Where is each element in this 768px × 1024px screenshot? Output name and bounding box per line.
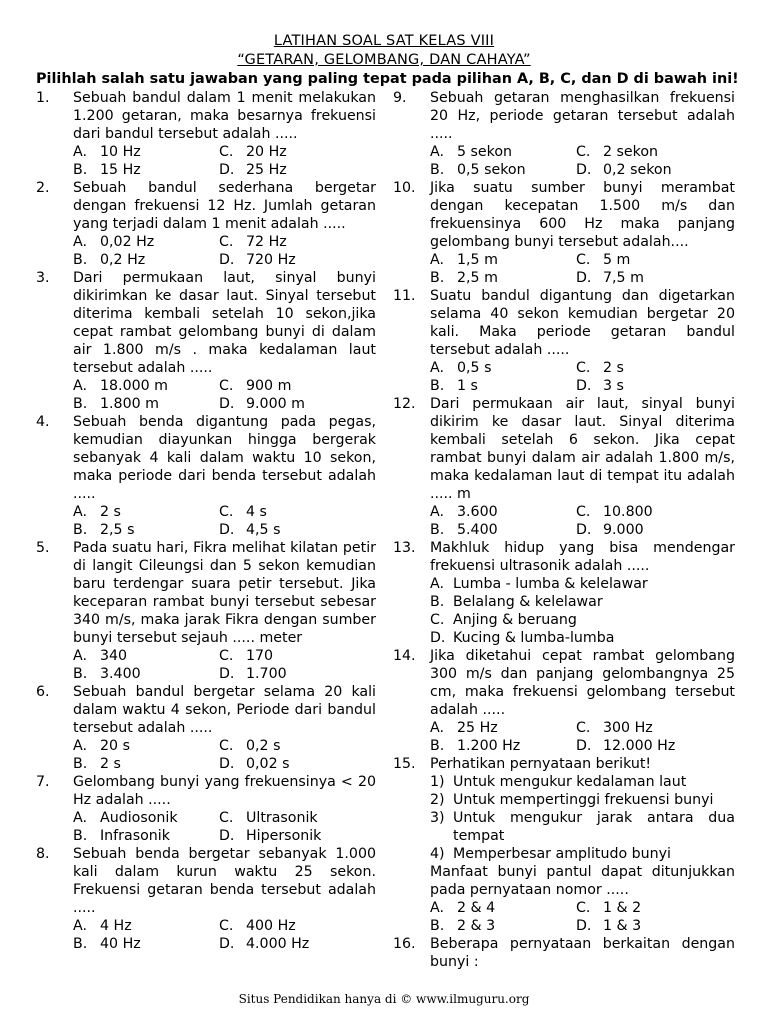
- option-text: 1 & 2: [603, 900, 642, 916]
- question-item: [393, 647, 735, 755]
- option-text: 10 Hz: [100, 144, 141, 160]
- option-letter: C.: [219, 504, 234, 520]
- answer-option: [73, 665, 219, 683]
- option-letter: B.: [430, 594, 445, 610]
- question-number: 5.: [36, 540, 50, 556]
- answer-option: [219, 233, 376, 251]
- question-text: Jika diketahui cepat rambat gelombang 300 m/s dan panjang gelombangnya 25 cm, maka frekuensi gelombang tersebut adalah .....: [430, 648, 735, 718]
- answer-option: [430, 899, 576, 917]
- answer-option: [73, 143, 219, 161]
- option-letter: D.: [219, 666, 235, 682]
- option-letter: C.: [576, 504, 591, 520]
- answer-option: [73, 521, 219, 539]
- answer-option: [219, 377, 376, 395]
- option-letter: C.: [576, 144, 591, 160]
- question-body: [430, 539, 735, 647]
- statement-text: Memperbesar amplitudo bunyi: [453, 846, 672, 862]
- option-letter: D.: [219, 162, 235, 178]
- statement-item: [430, 773, 735, 791]
- option-text: 900 m: [246, 378, 292, 394]
- question-number: 11.: [393, 288, 416, 304]
- option-letter: D.: [219, 828, 235, 844]
- option-text: 0,02 s: [246, 756, 290, 772]
- option-letter: A.: [73, 144, 87, 160]
- option-letter: C.: [576, 900, 591, 916]
- answer-option: [430, 611, 735, 629]
- option-text: 2 & 3: [457, 918, 496, 934]
- option-letter: A.: [430, 576, 444, 592]
- option-text: 25 Hz: [246, 162, 287, 178]
- answer-options: [73, 809, 376, 845]
- statement-list: [430, 773, 735, 863]
- answer-option: [576, 143, 735, 161]
- option-letter: C.: [219, 738, 234, 754]
- option-text: 9.000: [603, 522, 644, 538]
- option-text: 0,2 s: [246, 738, 281, 754]
- answer-options: [430, 719, 735, 755]
- option-letter: D.: [576, 378, 592, 394]
- answer-option: [73, 251, 219, 269]
- question-item: [393, 179, 735, 287]
- option-text: 3.600: [457, 504, 498, 520]
- option-letter: B.: [430, 270, 445, 286]
- answer-option: [430, 917, 576, 935]
- answer-option: [73, 377, 219, 395]
- answer-option: [219, 521, 376, 539]
- option-text: 4,5 s: [246, 522, 281, 538]
- option-letter: A.: [430, 720, 444, 736]
- option-letter: C.: [219, 378, 234, 394]
- question-number: 6.: [36, 684, 50, 700]
- question-item: [36, 179, 376, 269]
- option-text: 12.000 Hz: [603, 738, 676, 754]
- option-letter: C.: [576, 252, 591, 268]
- question-column-right: [393, 89, 735, 971]
- answer-option: [430, 269, 576, 287]
- question-text: Dari permukaan laut, sinyal bunyi dikirimkan ke dasar laut. Sinyal tersebut diterima kembali setelah 10 sekon,jika cepat rambat gelombang bunyi di dalam air 1.800 m/s . maka kedalaman laut tersebut adalah .....: [73, 270, 376, 376]
- option-text: 15 Hz: [100, 162, 141, 178]
- option-text: 4.000 Hz: [246, 936, 310, 952]
- answer-option: [430, 737, 576, 755]
- option-letter: D.: [576, 522, 592, 538]
- question-item: [36, 269, 376, 413]
- answer-option: [430, 251, 576, 269]
- answer-options: [430, 359, 735, 395]
- question-column-left: [36, 89, 376, 953]
- answer-option: [73, 647, 219, 665]
- statement-number: 4): [430, 846, 445, 862]
- option-letter: A.: [73, 918, 87, 934]
- question-body: [73, 845, 376, 953]
- option-text: 2,5 s: [100, 522, 135, 538]
- answer-option: [430, 143, 576, 161]
- statement-number: 2): [430, 792, 445, 808]
- option-letter: B.: [73, 666, 88, 682]
- answer-option: [430, 719, 576, 737]
- option-text: Ultrasonik: [246, 810, 318, 826]
- answer-option: [430, 359, 576, 377]
- question-followup: Manfaat bunyi pantul dapat ditunjukkan pada pernyataan nomor .....: [430, 864, 735, 898]
- answer-option: [73, 503, 219, 521]
- question-body: [430, 179, 735, 287]
- answer-option: [219, 665, 376, 683]
- option-text: Kucing & lumba-lumba: [453, 630, 615, 646]
- question-item: [36, 413, 376, 539]
- question-number: 12.: [393, 396, 416, 412]
- option-letter: B.: [73, 522, 88, 538]
- answer-option: [576, 899, 735, 917]
- question-item: [36, 773, 376, 845]
- answer-options: [73, 233, 376, 269]
- answer-option: [73, 161, 219, 179]
- question-number: 7.: [36, 774, 50, 790]
- option-text: 3.400: [100, 666, 141, 682]
- option-text: 300 Hz: [603, 720, 653, 736]
- statement-text: Untuk mempertinggi frekuensi bunyi: [453, 792, 714, 808]
- answer-option: [576, 719, 735, 737]
- statement-number: 1): [430, 774, 445, 790]
- question-number: 14.: [393, 648, 416, 664]
- option-text: 1,5 m: [457, 252, 498, 268]
- option-text: 18.000 m: [100, 378, 168, 394]
- answer-option: [219, 935, 376, 953]
- option-text: 1.700: [246, 666, 287, 682]
- question-number: 1.: [36, 90, 50, 106]
- answer-option: [219, 827, 376, 845]
- question-text: Sebuah benda bergetar sebanyak 1.000 kali dalam kurun waktu 25 sekon. Frekuensi getaran benda tersebut adalah .....: [73, 846, 376, 916]
- option-letter: B.: [430, 522, 445, 538]
- answer-option: [73, 935, 219, 953]
- question-text: Sebuah bandul bergetar selama 20 kali dalam waktu 4 sekon, Periode dari bandul tersebut adalah .....: [73, 684, 376, 736]
- option-letter: A.: [73, 504, 87, 520]
- answer-options: [430, 251, 735, 287]
- option-text: 25 Hz: [457, 720, 498, 736]
- option-letter: D.: [219, 522, 235, 538]
- question-body: [430, 89, 735, 179]
- question-body: [430, 647, 735, 755]
- option-letter: A.: [430, 504, 444, 520]
- answer-option: [219, 809, 376, 827]
- question-body: [430, 935, 735, 971]
- option-letter: A.: [430, 144, 444, 160]
- question-number: 16.: [393, 936, 416, 952]
- answer-option: [219, 917, 376, 935]
- option-text: 2,5 m: [457, 270, 498, 286]
- question-text: Jika suatu sumber bunyi merambat dengan kecepatan 1.500 m/s dan frekuensinya 600 Hz maka panjang gelombang bunyi tersebut adalah....: [430, 180, 735, 250]
- option-text: 0,5 s: [457, 360, 492, 376]
- statement-number: 3): [430, 810, 445, 826]
- question-body: [73, 773, 376, 845]
- answer-option: [430, 575, 735, 593]
- question-number: 9.: [393, 90, 407, 106]
- answer-option: [576, 377, 735, 395]
- option-letter: C.: [576, 720, 591, 736]
- question-body: [430, 395, 735, 539]
- option-text: 170: [246, 648, 274, 664]
- question-text: Makhluk hidup yang bisa mendengar frekuensi ultrasonik adalah .....: [430, 540, 735, 574]
- option-letter: C.: [219, 234, 234, 250]
- option-letter: C.: [576, 360, 591, 376]
- answer-option: [219, 395, 376, 413]
- answer-option: [576, 737, 735, 755]
- question-item: [36, 89, 376, 179]
- option-text: 5 sekon: [457, 144, 513, 160]
- option-text: 2 s: [100, 504, 121, 520]
- answer-option: [576, 269, 735, 287]
- option-text: 0,02 Hz: [100, 234, 155, 250]
- option-letter: B.: [73, 252, 88, 268]
- answer-option: [219, 161, 376, 179]
- statement-text: Untuk mengukur kedalaman laut: [453, 774, 687, 790]
- answer-option: [430, 377, 576, 395]
- question-body: [73, 683, 376, 773]
- option-letter: D.: [576, 918, 592, 934]
- question-item: [393, 755, 735, 935]
- question-text: Sebuah bandul dalam 1 menit melakukan 1.200 getaran, maka besarnya frekuensi dari bandul tersebut adalah .....: [73, 90, 376, 142]
- option-letter: B.: [73, 396, 88, 412]
- answer-option: [576, 917, 735, 935]
- question-text: Sebuah bandul sederhana bergetar dengan frekuensi 12 Hz. Jumlah getaran yang terjadi dalam 1 menit adalah .....: [73, 180, 376, 232]
- option-text: 340: [100, 648, 128, 664]
- question-text: Sebuah benda digantung pada pegas, kemudian diayunkan hingga bergerak sebanyak 4 kali dalam waktu 10 sekon, maka periode dari benda tersebut adalah .....: [73, 414, 376, 502]
- answer-option: [219, 737, 376, 755]
- option-letter: B.: [430, 738, 445, 754]
- option-text: Infrasonik: [100, 828, 170, 844]
- answer-option: [219, 143, 376, 161]
- option-text: 1.200 Hz: [457, 738, 521, 754]
- answer-option: [73, 233, 219, 251]
- answer-option: [73, 395, 219, 413]
- option-letter: C.: [430, 612, 445, 628]
- option-text: 4 Hz: [100, 918, 132, 934]
- answer-option: [576, 503, 735, 521]
- option-text: 20 s: [100, 738, 130, 754]
- option-letter: D.: [219, 396, 235, 412]
- option-letter: A.: [73, 810, 87, 826]
- question-number: 2.: [36, 180, 50, 196]
- option-letter: D.: [430, 630, 446, 646]
- option-text: 2 & 4: [457, 900, 496, 916]
- question-text: Pada suatu hari, Fikra melihat kilatan petir di langit Cileungsi dan 5 sekon kemudian baru terdengar suara petir tersebut. Jika keceparan rambat bunyi tersebut sebesar 340 m/s, maka jarak Fikra dengan sumber bunyi tersebut sejauh ..... meter: [73, 540, 376, 646]
- question-body: [73, 413, 376, 539]
- question-number: 8.: [36, 846, 50, 862]
- option-letter: B.: [73, 756, 88, 772]
- question-body: [73, 89, 376, 179]
- answer-option: [576, 359, 735, 377]
- question-text: Gelombang bunyi yang frekuensinya < 20 Hz adalah .....: [73, 774, 376, 808]
- option-letter: A.: [430, 360, 444, 376]
- option-text: Belalang & kelelawar: [453, 594, 603, 610]
- answer-option: [576, 161, 735, 179]
- option-letter: C.: [219, 144, 234, 160]
- worksheet-subtitle: “GETARAN, GELOMBANG, DAN CAHAYA”: [237, 52, 531, 68]
- answer-option: [73, 737, 219, 755]
- option-text: Hipersonik: [246, 828, 322, 844]
- option-letter: A.: [430, 900, 444, 916]
- answer-option: [219, 251, 376, 269]
- option-letter: B.: [430, 378, 445, 394]
- instruction-text: Pilihlah salah satu jawaban yang paling tepat pada pilihan A, B, C, dan D di bawah ini!: [36, 71, 739, 87]
- question-item: [393, 287, 735, 395]
- option-text: 0,2 Hz: [100, 252, 146, 268]
- question-item: [36, 845, 376, 953]
- question-item: [36, 539, 376, 683]
- option-letter: A.: [73, 234, 87, 250]
- answer-options: [73, 503, 376, 539]
- answer-option: [73, 827, 219, 845]
- option-letter: C.: [219, 810, 234, 826]
- worksheet-title: LATIHAN SOAL SAT KELAS VIII: [273, 33, 495, 49]
- question-body: [430, 287, 735, 395]
- option-letter: A.: [430, 252, 444, 268]
- answer-option: [576, 251, 735, 269]
- statement-item: [430, 791, 735, 809]
- answer-option: [430, 521, 576, 539]
- question-text: Suatu bandul digantung dan digetarkan selama 40 sekon kemudian bergetar 20 kali. Maka periode getaran bandul tersebut adalah .....: [430, 288, 735, 358]
- answer-option: [430, 503, 576, 521]
- question-text: Beberapa pernyataan berkaitan dengan bunyi :: [430, 936, 735, 970]
- question-number: 10.: [393, 180, 416, 196]
- question-body: [73, 179, 376, 269]
- option-letter: D.: [576, 270, 592, 286]
- option-letter: C.: [219, 918, 234, 934]
- question-body: [430, 755, 735, 935]
- answer-option: [430, 593, 735, 611]
- answer-option: [576, 521, 735, 539]
- option-text: 5 m: [603, 252, 631, 268]
- answer-option: [219, 647, 376, 665]
- statement-item: [430, 845, 735, 863]
- option-text: Lumba - lumba & kelelawar: [453, 576, 648, 592]
- option-text: 4 s: [246, 504, 267, 520]
- option-text: 10.800: [603, 504, 653, 520]
- answer-options: [73, 917, 376, 953]
- answer-options: [73, 737, 376, 773]
- question-body: [73, 539, 376, 683]
- option-text: 7,5 m: [603, 270, 644, 286]
- answer-options: [73, 647, 376, 683]
- option-text: 20 Hz: [246, 144, 287, 160]
- answer-options: [430, 143, 735, 179]
- answer-option: [73, 755, 219, 773]
- option-letter: A.: [73, 738, 87, 754]
- option-letter: B.: [73, 162, 88, 178]
- option-letter: B.: [430, 918, 445, 934]
- option-letter: D.: [219, 756, 235, 772]
- answer-option: [73, 809, 219, 827]
- question-number: 4.: [36, 414, 50, 430]
- question-item: [393, 539, 735, 647]
- option-text: 0,5 sekon: [457, 162, 526, 178]
- option-text: 3 s: [603, 378, 624, 394]
- option-text: 0,2 sekon: [603, 162, 672, 178]
- option-text: 2 sekon: [603, 144, 659, 160]
- answer-options: [430, 503, 735, 539]
- question-number: 13.: [393, 540, 416, 556]
- option-text: 720 Hz: [246, 252, 296, 268]
- answer-option: [73, 917, 219, 935]
- option-letter: B.: [73, 828, 88, 844]
- answer-options: [73, 377, 376, 413]
- footer-credit: Situs Pendidikan hanya di © www.ilmuguru.org: [238, 992, 530, 1006]
- option-letter: B.: [73, 936, 88, 952]
- answer-options: [430, 899, 735, 935]
- option-letter: D.: [576, 162, 592, 178]
- option-letter: B.: [430, 162, 445, 178]
- answer-options: [73, 143, 376, 179]
- option-text: 40 Hz: [100, 936, 141, 952]
- option-letter: A.: [73, 378, 87, 394]
- answer-option: [219, 755, 376, 773]
- statement-item: [430, 809, 735, 845]
- option-text: 1 s: [457, 378, 478, 394]
- question-text: Dari permukaan air laut, sinyal bunyi dikirim ke dasar laut. Sinyal diterima kembali setelah 6 sekon. Jika cepat rambat bunyi dalam air adalah 1.800 m/s, maka kedalaman laut di tempat itu adalah ..... m: [430, 396, 735, 502]
- option-text: 2 s: [100, 756, 121, 772]
- option-text: 72 Hz: [246, 234, 287, 250]
- answer-option: [430, 161, 576, 179]
- question-text: Sebuah getaran menghasilkan frekuensi 20 Hz, periode getaran tersebut adalah .....: [430, 90, 735, 142]
- question-item: [36, 683, 376, 773]
- option-letter: A.: [73, 648, 87, 664]
- question-item: [393, 395, 735, 539]
- option-text: 1.800 m: [100, 396, 159, 412]
- option-text: 400 Hz: [246, 918, 296, 934]
- option-letter: C.: [219, 648, 234, 664]
- question-item: [393, 89, 735, 179]
- option-text: Anjing & beruang: [453, 612, 577, 628]
- option-letter: D.: [576, 738, 592, 754]
- option-text: Audiosonik: [100, 810, 178, 826]
- answer-options: [430, 575, 735, 647]
- option-text: 9.000 m: [246, 396, 305, 412]
- answer-option: [219, 503, 376, 521]
- statement-text: Untuk mengukur jarak antara dua tempat: [453, 810, 735, 844]
- option-text: 1 & 3: [603, 918, 642, 934]
- question-text: Perhatikan pernyataan berikut!: [430, 756, 652, 772]
- option-text: 5.400: [457, 522, 498, 538]
- question-body: [73, 269, 376, 413]
- question-number: 15.: [393, 756, 416, 772]
- option-text: 2 s: [603, 360, 624, 376]
- option-letter: D.: [219, 252, 235, 268]
- option-letter: D.: [219, 936, 235, 952]
- question-number: 3.: [36, 270, 50, 286]
- question-item: [393, 935, 735, 971]
- answer-option: [430, 629, 735, 647]
